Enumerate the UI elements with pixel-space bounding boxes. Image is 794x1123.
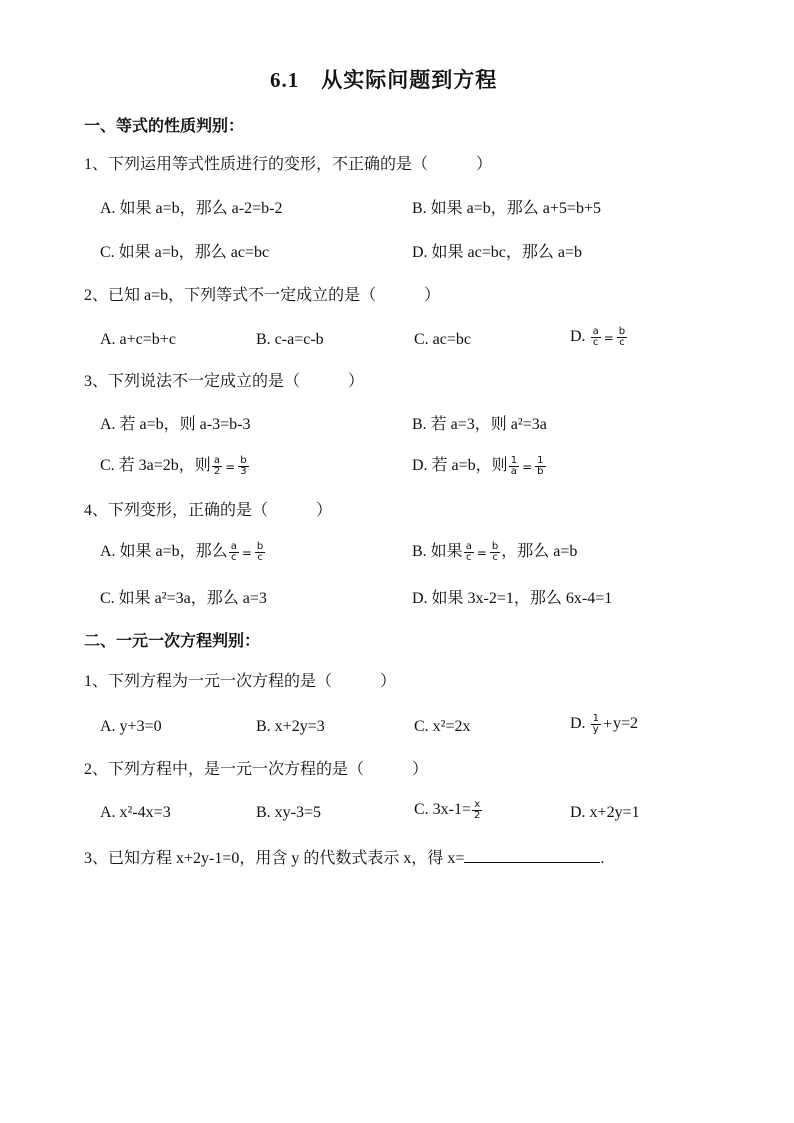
fraction: $\frac{a}{c}$	[230, 541, 237, 563]
question-1-option-b: B. 如果 a=b，那么 a+5=b+5	[412, 200, 601, 217]
question-2-option-c: C. ac=bc	[414, 331, 471, 348]
equals-sign: =	[476, 545, 487, 560]
fraction: $\frac{a}{2}$	[213, 455, 221, 477]
equals-sign: =	[522, 459, 533, 474]
question-3-option-a: A. 若 a=b，则 a-3=b-3	[100, 416, 251, 433]
question-3-option-b: B. 若 a=3，则 a²=3a	[412, 416, 547, 433]
option-text: y=2	[612, 715, 638, 733]
question-end: .	[600, 850, 605, 867]
page-title: 6.1 从实际问题到方程	[270, 68, 498, 92]
option-text: D. 若 a=b，则	[412, 457, 508, 475]
question-1-option-d: D. 如果 ac=bc，那么 a=b	[412, 244, 583, 261]
question-6-stem: 2、下列方程中，是一元一次方程的是（ ）	[84, 761, 429, 778]
equals-sign: =	[241, 545, 252, 560]
plus-sign: +	[602, 715, 612, 733]
question-1-option-c: C. 如果 a=b，那么 ac=bc	[100, 244, 270, 261]
fraction: $\frac{b}{3}$	[240, 455, 247, 477]
question-5-option-d	[570, 714, 638, 735]
question-5-option-c: C. x²=2x	[414, 718, 471, 735]
question-6-option-b: B. xy-3=5	[256, 804, 322, 821]
question-4-option-c: C. 如果 a²=3a，那么 a=3	[100, 590, 267, 607]
question-2-option-d	[570, 327, 628, 348]
option-text: C. 若 3a=2b，则	[100, 457, 211, 475]
question-5-option-a: A. y+3=0	[100, 718, 162, 735]
question-5-option-b: B. x+2y=3	[256, 718, 325, 735]
fraction: $\frac{b}{c}$	[618, 326, 626, 348]
question-3-stem: 3、下列说法不一定成立的是（ ）	[84, 373, 365, 390]
question-4-option-a	[100, 542, 266, 563]
question-6-option-a: A. x²-4x=3	[100, 804, 171, 821]
fraction: $\frac{x}{2}$	[474, 799, 481, 821]
option-text: ，那么 a=b	[501, 543, 578, 561]
question-6-option-c	[414, 800, 483, 821]
question-1-stem: 1、下列运用等式性质进行的变形，不正确的是（ ）	[84, 156, 493, 173]
question-3-option-c	[100, 456, 250, 477]
question-2-stem: 2、已知 a=b，下列等式不一定成立的是（ ）	[84, 287, 441, 304]
equals-sign: =	[225, 459, 236, 474]
question-6-option-d: D. x+2y=1	[570, 804, 640, 821]
fraction: $\frac{1}{y}$	[592, 713, 599, 735]
fraction: $\frac{a}{c}$	[592, 326, 599, 348]
question-3-option-d	[412, 456, 547, 477]
fraction: $\frac{a}{c}$	[465, 541, 472, 563]
question-4-stem: 4、下列变形，正确的是（ ）	[84, 502, 333, 519]
question-text: 3、已知方程 x+2y-1=0，用含 y 的代数式表示 x，得 x=	[84, 850, 465, 867]
fraction: $\frac{b}{c}$	[491, 541, 499, 563]
section-heading-linear-equations: 二、一元一次方程判别：	[84, 633, 261, 650]
option-text: A. 如果 a=b，那么	[100, 543, 228, 561]
option-text: C. 3x-1=	[414, 801, 472, 819]
answer-blank[interactable]	[464, 847, 600, 863]
question-2-option-a: A. a+c=b+c	[100, 331, 176, 348]
fraction: $\frac{1}{a}$	[510, 455, 518, 477]
fraction: $\frac{b}{c}$	[256, 541, 264, 563]
section-heading-equation-properties: 一、等式的性质判别：	[84, 118, 245, 135]
option-text: B. 如果	[412, 543, 463, 561]
question-7-stem	[84, 847, 604, 869]
question-5-stem: 1、下列方程为一元一次方程的是（ ）	[84, 673, 397, 690]
question-4-option-b	[412, 542, 577, 563]
question-4-option-d: D. 如果 3x-2=1，那么 6x-4=1	[412, 590, 613, 607]
question-2-option-b: B. c-a=c-b	[256, 331, 324, 348]
option-label: D.	[570, 715, 590, 733]
fraction: $\frac{1}{b}$	[537, 455, 544, 477]
equals-sign: =	[603, 330, 614, 345]
question-1-option-a: A. 如果 a=b，那么 a-2=b-2	[100, 200, 283, 217]
option-label: D.	[570, 328, 590, 346]
